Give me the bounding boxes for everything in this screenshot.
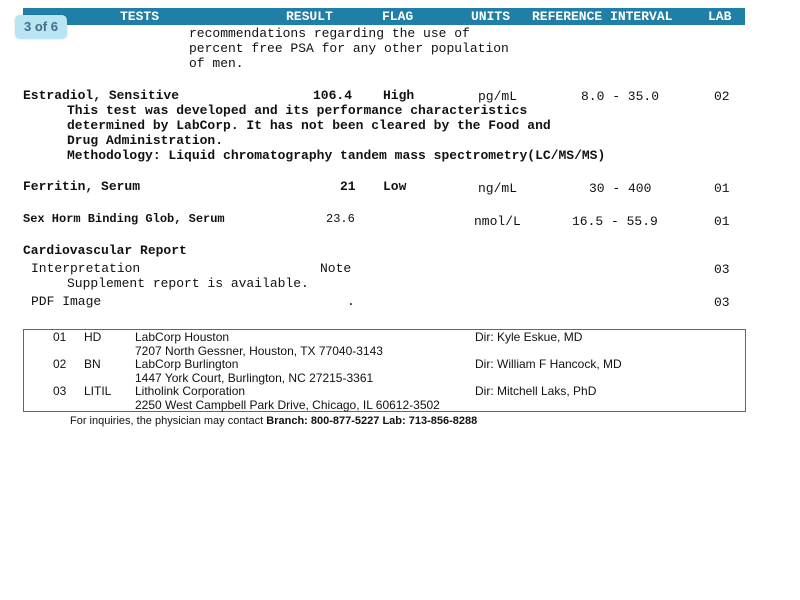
- test-name: Estradiol, Sensitive: [23, 88, 180, 103]
- test-result: Note: [320, 261, 352, 276]
- lab-director: Dir: William F Hancock, MD: [475, 357, 622, 371]
- lab-director: Dir: Kyle Eskue, MD: [475, 330, 583, 344]
- lab-address: 2250 West Campbell Park Drive, Chicago, IL 60612-3502: [135, 398, 440, 412]
- test-name: PDF Image: [31, 294, 102, 309]
- lab-director: Dir: Mitchell Laks, PhD: [475, 384, 597, 398]
- test-reference: 16.5 - 55.9: [572, 214, 658, 229]
- lab-code: 01: [53, 330, 67, 344]
- continued-text-line: of men.: [189, 56, 244, 71]
- test-name: Ferritin, Serum: [23, 179, 141, 194]
- footer-prefix: For inquiries, the physician may contact: [70, 415, 267, 427]
- header-reference-interval: REFERENCE INTERVAL: [532, 9, 673, 24]
- lab-address: 1447 York Court, Burlington, NC 27215-3361: [135, 371, 374, 385]
- lab-address: 7207 North Gessner, Houston, TX 77040-3143: [135, 344, 383, 358]
- lab-code: 02: [53, 357, 67, 371]
- test-lab: 01: [714, 214, 730, 229]
- estradiol-note-line: Methodology: Liquid chromatography tandem mass spectrometry(LC/MS/MS): [67, 148, 606, 163]
- continued-text-line: percent free PSA for any other population: [189, 41, 509, 56]
- test-result: .: [347, 294, 355, 309]
- header-units: UNITS: [471, 9, 511, 24]
- lab-directory-box: [23, 329, 746, 412]
- test-name: Sex Horm Binding Glob, Serum: [23, 212, 225, 226]
- lab-name: Litholink Corporation: [135, 384, 246, 398]
- inquiry-footer: [70, 414, 477, 428]
- estradiol-note-line: determined by LabCorp. It has not been cleared by the Food and: [67, 118, 551, 133]
- test-result: 106.4: [313, 88, 353, 103]
- estradiol-note-line: This test was developed and its performance characteristics: [67, 103, 528, 118]
- test-lab: 02: [714, 89, 730, 104]
- continued-text-line: recommendations regarding the use of: [189, 26, 470, 41]
- test-units: ng/mL: [478, 181, 518, 196]
- test-units: nmol/L: [474, 214, 521, 229]
- footer-contact-numbers: Branch: 800-877-5227 Lab: 713-856-8288: [266, 415, 478, 427]
- header-flag: FLAG: [382, 9, 414, 24]
- column-header-bar: [23, 8, 745, 25]
- section-title-cardiovascular: Cardiovascular Report: [23, 243, 187, 258]
- lab-abbr: BN: [84, 357, 101, 371]
- test-result: 21: [340, 179, 356, 194]
- test-lab: 01: [714, 181, 730, 196]
- test-result: 23.6: [326, 212, 355, 226]
- header-result: RESULT: [286, 9, 333, 24]
- page-indicator-badge[interactable]: 3 of 6: [15, 15, 67, 39]
- test-units: pg/mL: [478, 89, 518, 104]
- test-flag: High: [383, 88, 415, 103]
- lab-abbr: LITIL: [84, 384, 112, 398]
- test-reference: 8.0 - 35.0: [581, 89, 660, 104]
- header-lab: LAB: [708, 9, 732, 24]
- test-name: Interpretation: [31, 261, 141, 276]
- lab-code: 03: [53, 384, 67, 398]
- test-flag: Low: [383, 179, 407, 194]
- supplement-note: Supplement report is available.: [67, 276, 309, 291]
- lab-name: LabCorp Houston: [135, 330, 230, 344]
- test-lab: 03: [714, 262, 730, 277]
- lab-name: LabCorp Burlington: [135, 357, 239, 371]
- header-tests: TESTS: [120, 9, 160, 24]
- test-lab: 03: [714, 295, 730, 310]
- test-reference: 30 - 400: [589, 181, 652, 196]
- estradiol-note-line: Drug Administration.: [67, 133, 224, 148]
- lab-abbr: HD: [84, 330, 102, 344]
